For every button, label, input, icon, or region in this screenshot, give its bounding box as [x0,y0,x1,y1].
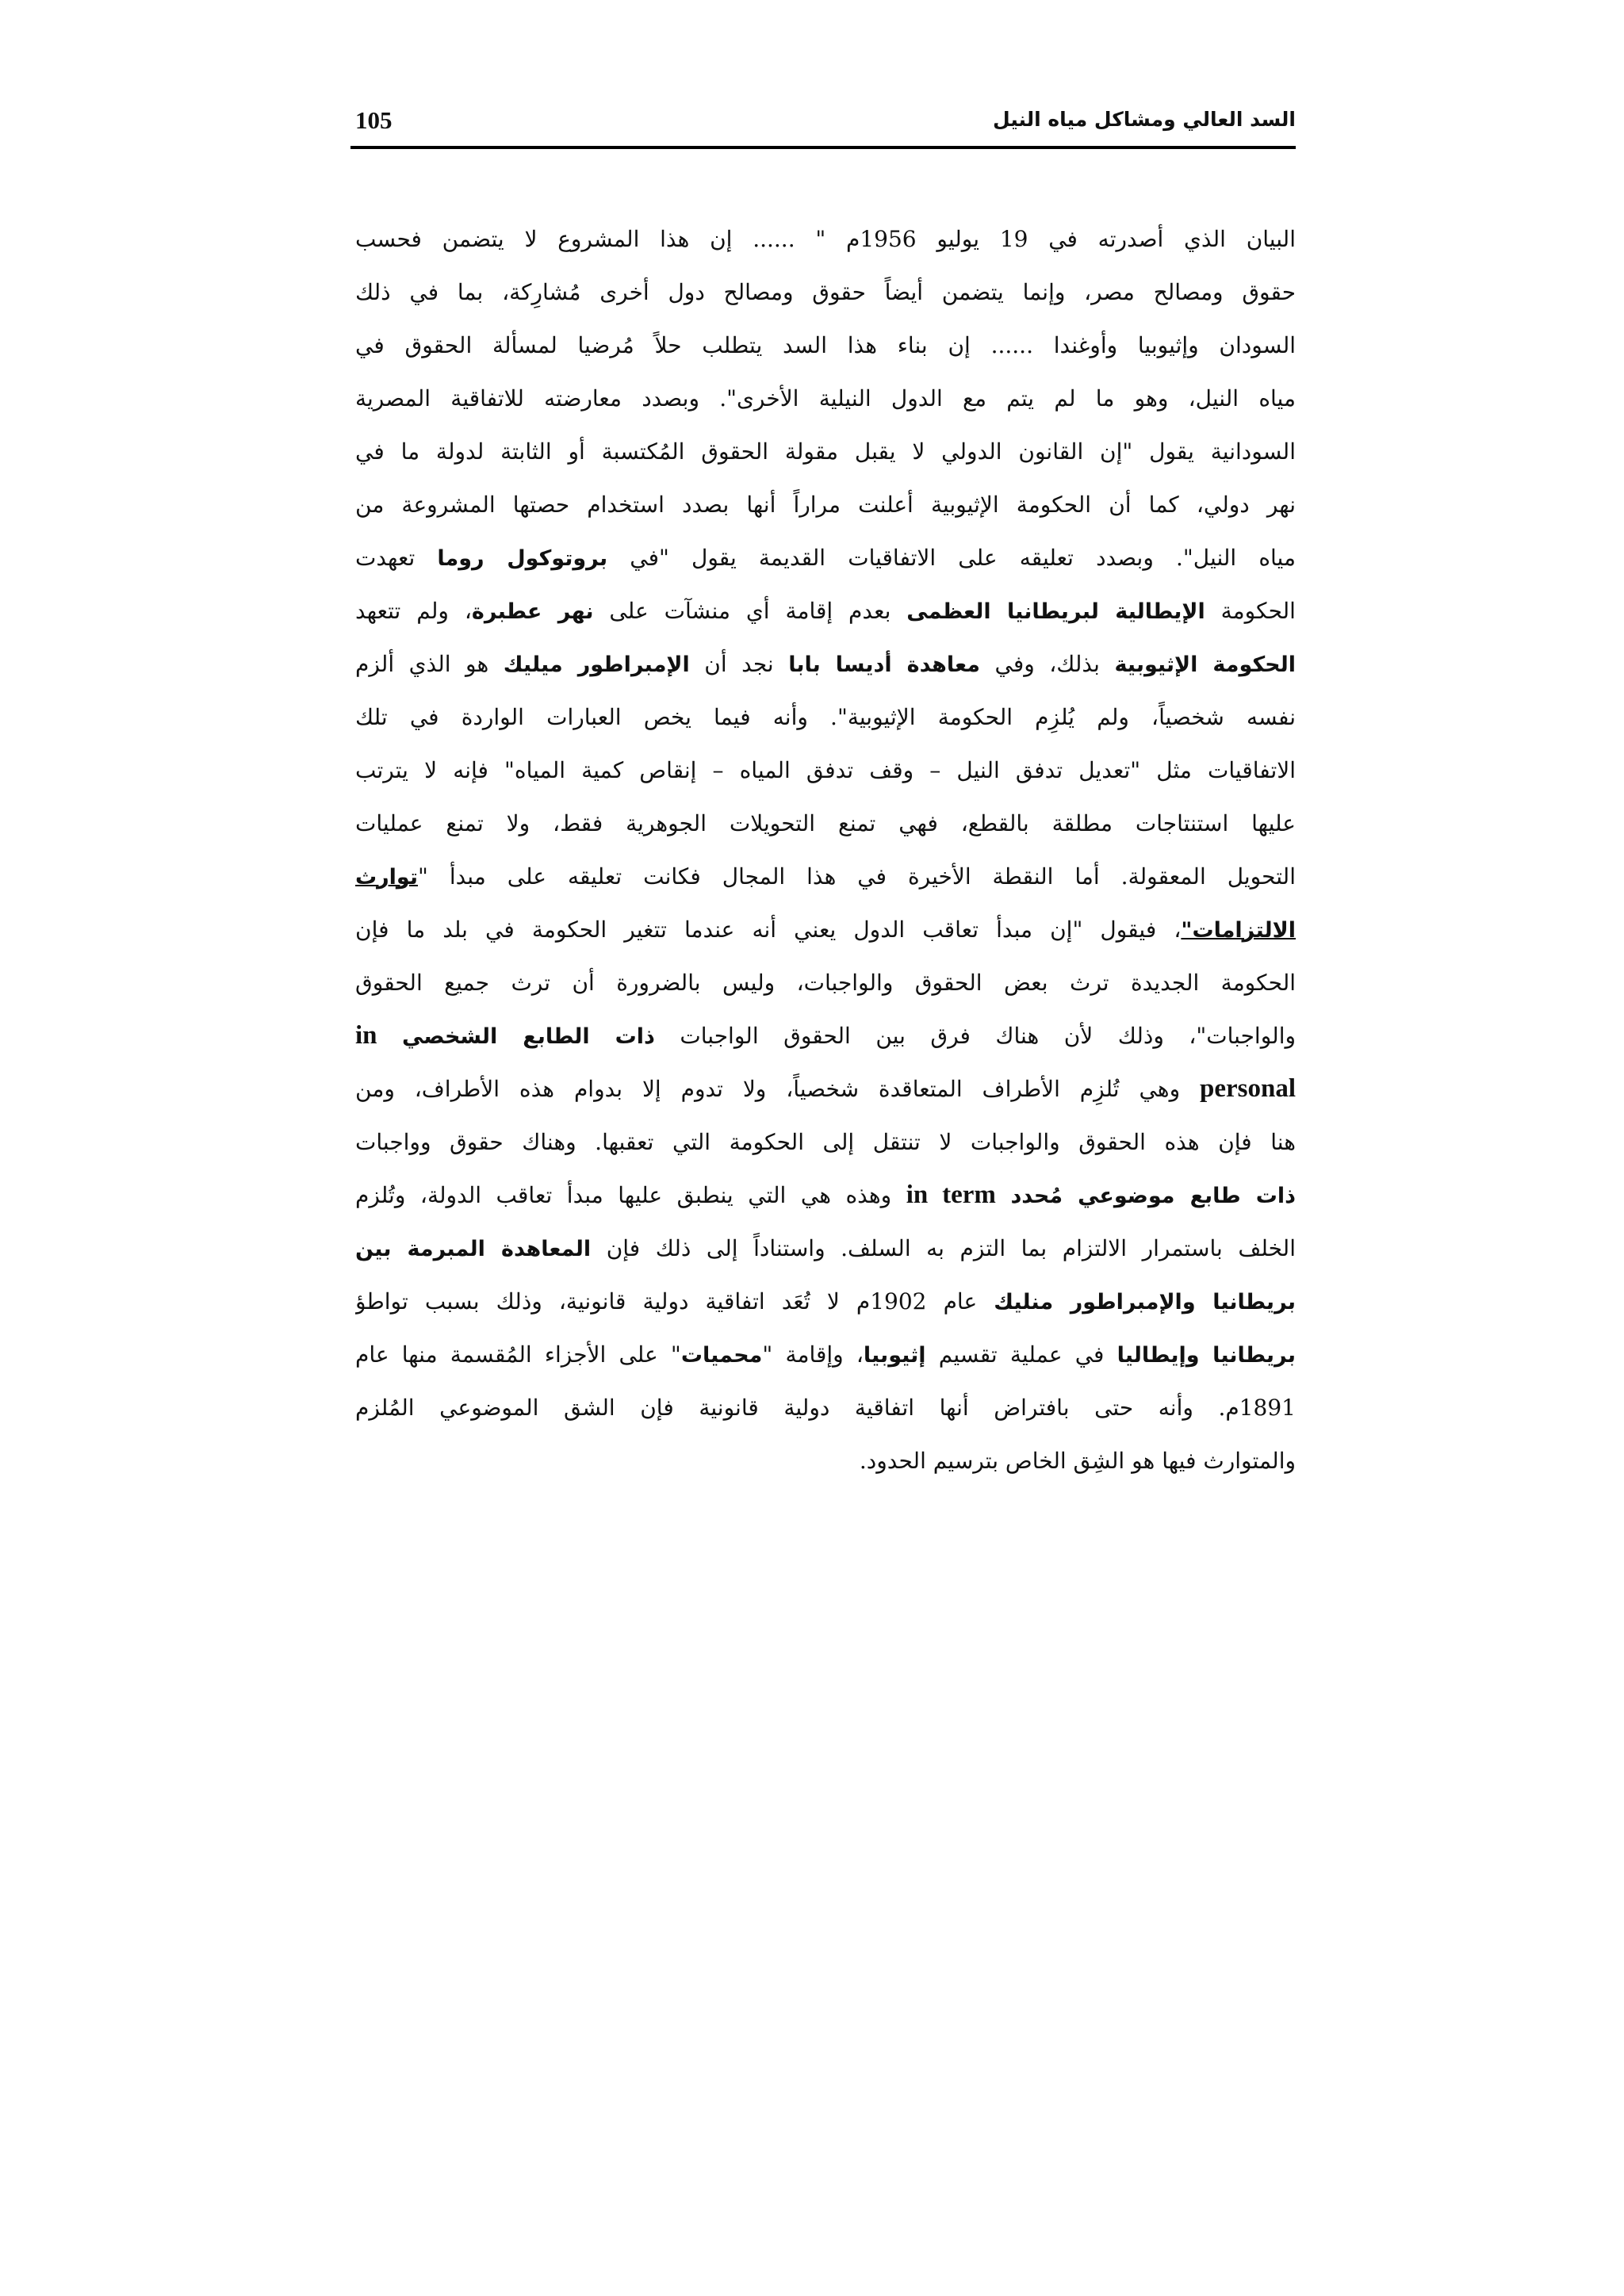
text-segment: نهر دولي، كما أن الحكومة الإثيوبية أعلنت مراراً أنها بصدد استخدام حصتها المشروعة من [355,492,1296,518]
text-segment: مياه النيل، وهو ما لم يتم مع الدول النيلية الأخرى". وبصدد معارضته للاتفاقية المصرية [355,385,1296,411]
text-line [355,1328,1296,1381]
bold-term: المعاهدة المبرمة بين [355,1237,592,1261]
text-segment: هو الذي ألزم [355,651,504,677]
text-line [355,212,1296,266]
text-segment: وهي تُلزِم الأطراف المتعاقدة شخصياً، ولا تدوم إلا بدوام هذه الأطراف، ومن [355,1076,1200,1102]
text-line [355,478,1296,531]
latin-term: personal [1199,1074,1296,1103]
page-number: 105 [355,106,393,134]
text-line [355,319,1296,372]
text-line [355,744,1296,797]
text-segment: ، ولم تتعهد [355,598,472,624]
text-segment: ، وإقامة " [762,1341,864,1368]
text-segment: الخلف باستمرار الالتزام بما التزم به السلف. واستناداً إلى ذلك فإن [591,1235,1296,1261]
latin-term: in term [906,1181,996,1209]
text-segment: حقوق ومصالح مصر، وإنما يتضمن أيضاً حقوق ومصالح دول أخرى مُشارِكة، بما في ذلك [355,279,1296,305]
text-segment: السودان وإثيوبيا وأوغندا ...... إن بناء هذا السد يتطلب حلاً مُرضيا لمسألة الحقوق في [355,332,1296,358]
bold-term: إثيوبيا [863,1343,926,1368]
header-divider [350,146,1296,149]
bold-term: ذات الطابع الشخصي [402,1024,655,1049]
text-segment: عليها استنتاجات مطلقة بالقطع، فهي تمنع التحويلات الجوهرية فقط، ولا تمنع عمليات [355,810,1296,836]
text-segment: بعدم إقامة أي منشآت على [593,598,907,624]
text-segment: الحكومة الجديدة ترث بعض الحقوق والواجبات، وليس بالضرورة أن ترث جميع الحقوق [355,970,1296,996]
underlined-term [355,863,418,890]
text-segment [996,1182,1011,1208]
text-segment: 1891م. وأنه حتى بافتراض أنها اتفاقية دولية قانونية فإن الشق الموضوعي المُلزم [355,1395,1296,1421]
underlined-term [1181,916,1296,943]
bold-term: محميات [680,1343,763,1368]
text-segment: عام 1902م لا تُعَد اتفاقية دولية قانونية، وذلك بسبب تواطؤ [355,1288,994,1314]
text-segment: البيان الذي أصدرته في 19 يوليو 1956م " ...... إن هذا المشروع لا يتضمن فحسب [355,226,1296,252]
text-segment: هنا فإن هذه الحقوق والواجبات لا تنتقل إلى الحكومة التي تعقبها. وهناك حقوق وواجبات [355,1129,1296,1155]
text-line [355,956,1296,1009]
bold-term: بروتوكول روما [437,546,608,571]
text-segment: التحويل المعقولة. أما النقطة الأخيرة في هذا المجال فكانت تعليقه على مبدأ " [418,863,1296,890]
text-line [355,691,1296,744]
latin-term: in [355,1021,377,1050]
text-segment: الاتفاقيات مثل "تعديل تدفق النيل – وقف تدفق المياه – إنقاص كمية المياه" فإنه لا يترتب [355,757,1296,783]
text-segment: مياه النيل". وبصدد تعليقه على الاتفاقيات القديمة يقول "في [607,545,1296,571]
text-segment: " على الأجزاء المُقسمة منها عام [355,1341,681,1368]
bold-term: بريطانيا والإمبراطور منليك [994,1290,1296,1314]
text-line [355,797,1296,850]
text-line [355,1434,1296,1487]
text-line [355,850,1296,903]
text-segment: نجد أن [689,651,789,677]
page-header [350,101,1296,149]
text-line [355,637,1296,691]
text-segment: تعهدت [355,545,438,571]
text-line [355,531,1296,584]
running-title: السد العالي ومشاكل مياه النيل [993,108,1296,131]
text-segment: بذلك، وفي [980,651,1115,677]
text-segment: ، فيقول "إن مبدأ تعاقب الدول يعني أنه عندما تتغير الحكومة في بلد ما فإن [355,916,1182,943]
text-line [355,1115,1296,1169]
text-segment: والمتوارث فيها هو الشِق الخاص بترسيم الحدود. [859,1448,1296,1474]
text-segment: وهذه هي التي ينطبق عليها مبدأ تعاقب الدولة، وتُلزم [355,1182,906,1208]
bold-term: بريطانيا وإيطاليا [1116,1343,1296,1368]
bold-term: الالتزامات" [1181,918,1296,943]
bold-term: نهر عطبرة [471,599,594,624]
text-line [355,584,1296,637]
bold-term: الحكومة الإثيوبية [1114,652,1296,677]
text-line [355,1009,1296,1062]
bold-term: الإمبراطور ميليك [503,652,690,677]
text-line [355,1381,1296,1434]
text-line [355,425,1296,478]
text-line [355,372,1296,425]
text-line [355,1222,1296,1275]
bold-term: معاهدة أديسا بابا [788,652,980,677]
text-segment: نفسه شخصياً، ولم يُلزِم الحكومة الإثيوبية". وأنه فيما يخص العبارات الواردة في تلك [355,704,1296,730]
text-line [355,1169,1296,1222]
bold-term: الإيطالية لبريطانيا العظمى [906,599,1205,624]
body-paragraph [355,212,1296,1487]
text-segment: والواجبات"، وذلك لأن هناك فرق بين الحقوق الواجبات [654,1023,1296,1049]
text-line [355,1062,1296,1115]
text-line [355,903,1296,956]
bold-term: ذات طابع موضوعي مُحدد [1010,1184,1296,1208]
text-segment [377,1023,403,1049]
bold-term: توارث [355,865,418,890]
text-line [355,266,1296,319]
text-segment: الحكومة [1205,598,1296,624]
text-segment: في عملية تقسيم [925,1341,1117,1368]
text-line [355,1275,1296,1328]
text-segment: السودانية يقول "إن القانون الدولي لا يقبل مقولة الحقوق المُكتسبة أو الثابتة لدولة ما في [355,438,1296,465]
